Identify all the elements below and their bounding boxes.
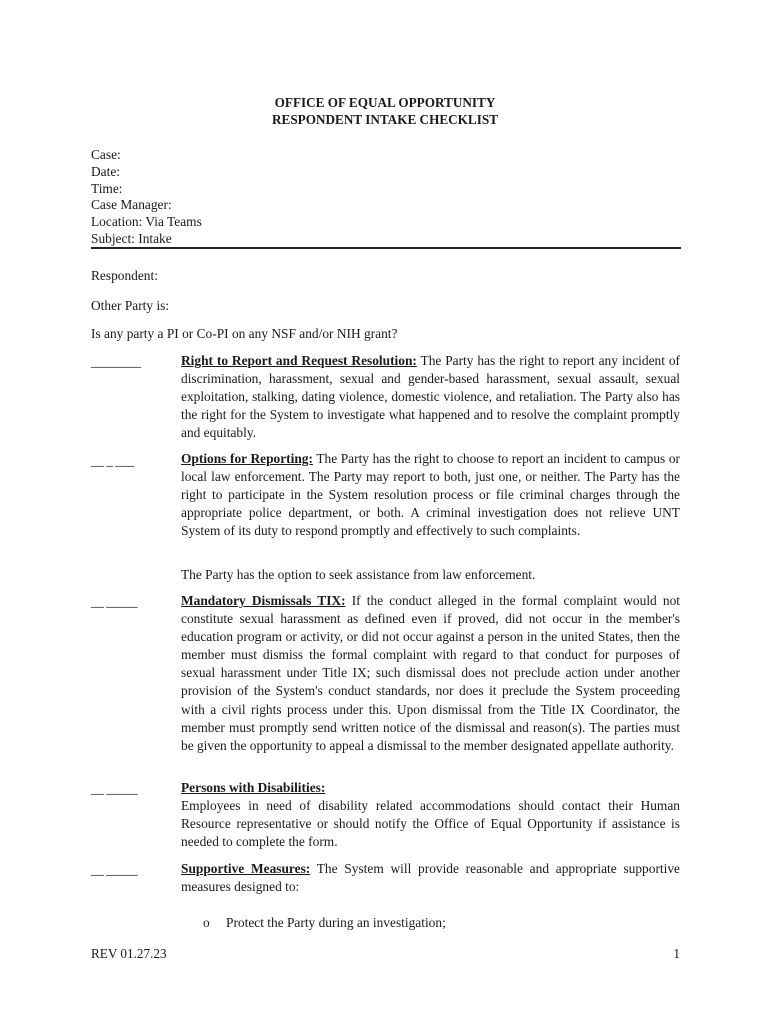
checklist-item-right-to-report [181,352,680,442]
checkbox-blank[interactable]: __ _____ [91,781,138,796]
item-heading: Options for Reporting: [181,451,313,466]
revision-label: REV 01.27.23 [91,946,167,961]
checkbox-blank[interactable]: ________ [91,354,141,369]
item-heading: Persons with Disabilities: [181,780,326,795]
header-divider [91,247,681,249]
checklist-item-options-for-reporting [181,450,680,540]
bullet-marker: o [203,915,210,930]
respondent-label: Respondent: [91,268,158,283]
field-location: Location: Via Teams [91,214,202,230]
checklist-item-mandatory-dismissals [181,592,680,755]
item-heading: Supportive Measures: [181,861,311,876]
item-extra-text: The Party has the option to seek assistance from law enforcement. [181,567,536,582]
document-title-line1: OFFICE OF EQUAL OPPORTUNITY [274,95,496,110]
checkbox-blank[interactable]: __ _____ [91,862,138,877]
item-body: If the conduct alleged in the formal complaint would not constitute sexual harassment as defined even if proved, did not occur in the member's education program or activity, or did not occur against a person in the united States, then the member must dismiss the formal complaint with regard to that conduct for purposes of sexual harassment under Title IX; such dismissal does not preclude action under another provision of the System's conduct standards, nor does it preclude the System proceeding with a civil rights process under this. Upon dismissal from the Title IX Coordinator, the member must promptly send written notice of the dismissal and reason(s). The parties must be given the opportunity to appeal a dismissal to the member designated appellate authority. [181,593,680,753]
field-subject: Subject: Intake [91,230,172,246]
item-body: The Party has the right to report any incident of discrimination, harassment, sexual and gender-based harassment, sexual assault, sexual exploitation, stalking, dating violence, domestic violence, and retaliation. The Party also has the right for the System to investigate what happened and to resolve the complaint promptly and equitably. [181,353,680,441]
checkbox-blank[interactable]: __ _____ [91,594,138,609]
item-body: The System will provide reasonable and appropriate supportive measures designed to: [181,861,680,895]
bullet-text: Protect the Party during an investigation; [226,915,446,930]
other-party-label: Other Party is: [91,298,170,313]
checklist-item-persons-with-disabilities [181,779,680,851]
item-heading: Right to Report and Request Resolution: [181,353,417,368]
grant-question: Is any party a PI or Co-PI on any NSF and/or NIH grant? [91,326,398,341]
field-date: Date: [91,163,120,179]
field-case: Case: [91,147,121,162]
item-heading: Mandatory Dismissals TIX: [181,593,346,608]
field-case-manager: Case Manager: [91,197,172,213]
checklist-item-supportive-measures [181,860,680,896]
document-title-line2: RESPONDENT INTAKE CHECKLIST [272,112,498,127]
checkbox-blank[interactable]: __ _ ___ [91,453,134,468]
item-body: The Party has the right to choose to report an incident to campus or local law enforcement. The Party may report to both, just one, or neither. The Party has the right to participate in the System resolution process or file criminal charges through the appropriate police department, or both. A criminal investigation does not relieve UNT System of its duty to respond promptly and effectively to such complaints. [181,451,680,539]
item-body: Employees in need of disability related accommodations should contact their Human Resource representative or should notify the Office of Equal Opportunity if assistance is needed to complete the form. [181,798,680,850]
page-number: 1 [673,946,680,961]
header-fields [91,147,202,248]
field-time: Time: [91,180,123,196]
